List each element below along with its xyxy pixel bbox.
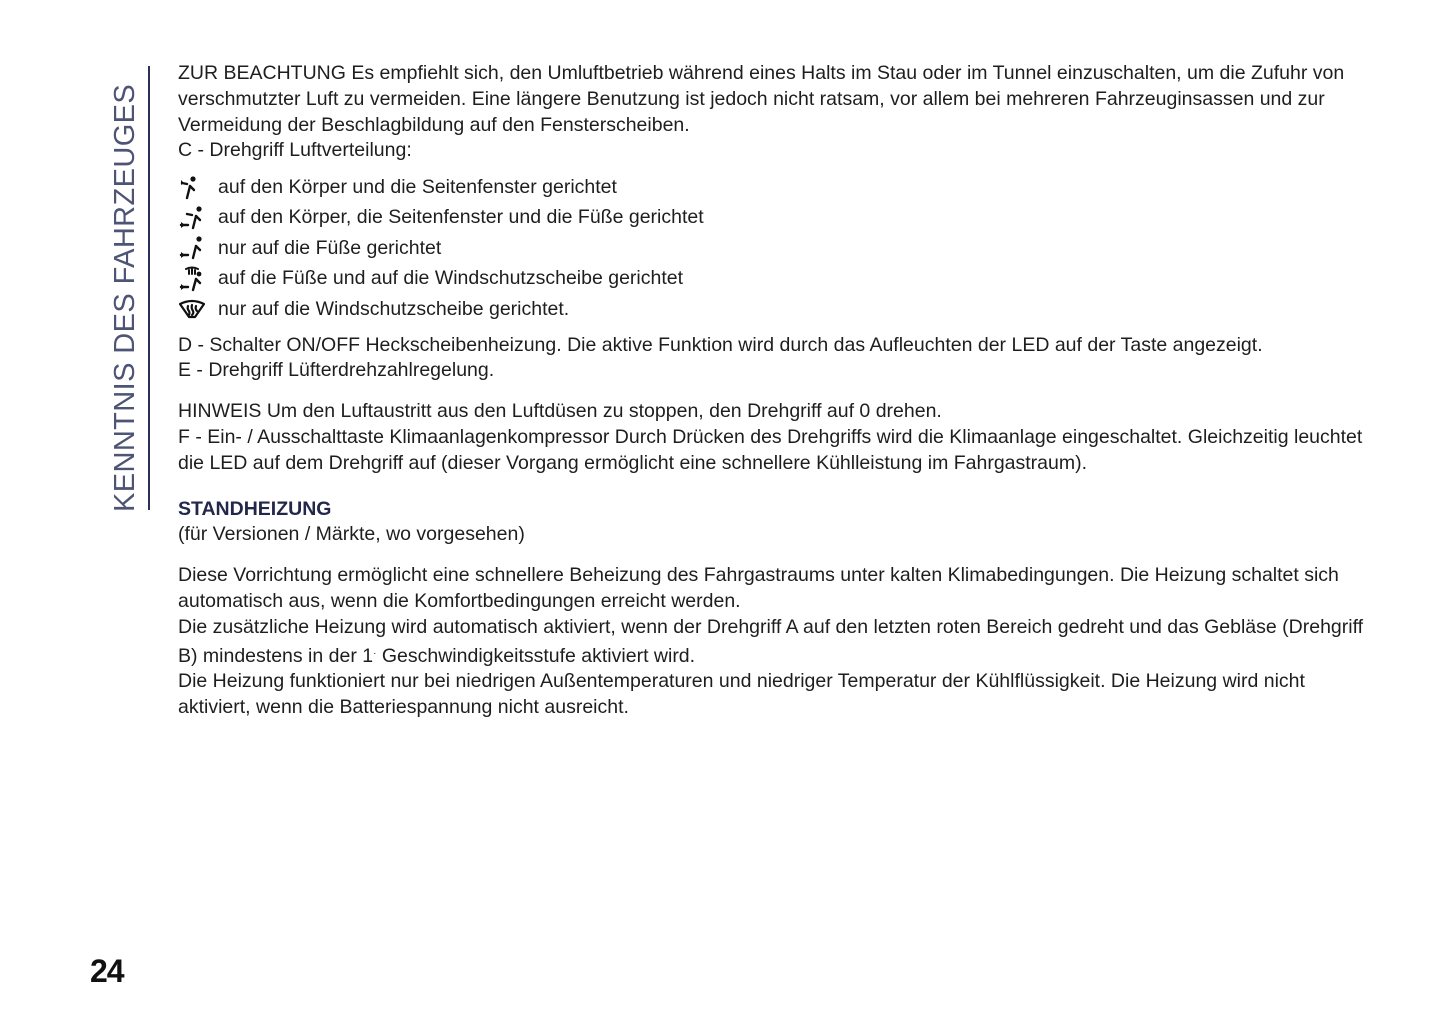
list-item (178, 233, 1373, 264)
air-distribution-text: auf den Körper, die Seitenfenster und die Füße gerichtet (218, 206, 704, 229)
list-item (178, 203, 1373, 234)
item-e-text: E - Drehgriff Lüfterdrehzahlregelung. (178, 359, 495, 382)
paragraph-2-end: Geschwindigkeitsstufe aktiviert wird. (376, 644, 696, 667)
list-item (178, 294, 1373, 325)
air-distribution-text: auf den Körper und die Seitenfenster gerichtet (218, 175, 617, 198)
air-distribution-list (178, 172, 1373, 325)
airflow-feet-windscreen-icon (178, 265, 218, 293)
section-divider (148, 66, 150, 510)
standheizung-paragraph-2 (178, 615, 1373, 670)
page-number: 24 (90, 953, 124, 989)
standheizung-paragraph-3: Die Heizung funktioniert nur bei niedrigen Außentemperaturen und niedriger Temperatur der Kühlflüssigkeit. Die Heizung wird nicht aktiviert, wenn die Batteriespannung nicht ausreicht. (178, 670, 1305, 719)
air-distribution-text: nur auf die Füße gerichtet (218, 236, 442, 259)
air-distribution-text: nur auf die Windschutzscheibe gerichtet. (218, 297, 570, 320)
section-title-vertical (103, 60, 147, 512)
airflow-body-windows-icon (178, 173, 218, 201)
airflow-body-windows-feet-icon (178, 204, 218, 232)
note-paragraph: HINWEIS Um den Luftaustritt aus den Luftdüsen zu stoppen, den Drehgriff auf 0 drehen. (178, 400, 942, 423)
list-item (178, 264, 1373, 295)
caution-paragraph: ZUR BEACHTUNG Es empfiehlt sich, den Umluftbetrieb während eines Halts im Stau oder im Tunnel einzuschalten, um die Zufuhr von verschmutzter Luft zu vermeiden. Eine längere Benutzung ist jedoch nicht ratsam, vor allem bei mehreren Fahrzeuginsassen und zur Vermeidung der Beschlagbildung auf den Fensterscheiben. (178, 62, 1345, 136)
section-title-text: KENNTNIS DES FAHRZEUGES (109, 83, 141, 512)
windscreen-defrost-icon (178, 295, 218, 323)
paragraph-2-start: Die zusätzliche Heizung wird automatisch aktiviert, wenn der Drehgriff A auf den letzten roten Bereich gedreht und das Gebläse (Drehgriff B) mindestens in der 1 (178, 615, 1364, 667)
list-item (178, 172, 1373, 203)
air-distribution-text: auf die Füße und auf die Windschutzscheibe gerichtet (218, 267, 684, 290)
item-f-text: F - Ein- / Ausschalttaste Klimaanlagenkompressor Durch Drücken des Drehgriffs wird die Klimaanlage eingeschaltet. Gleichzeitig leuchtet die LED auf dem Drehgriff auf (dieser Vorgang ermöglicht eine schnellere Kühlleistung im Fahrgastraum). (178, 426, 1363, 474)
ordinal-mark: · (373, 647, 377, 659)
standheizung-paragraph-1: Diese Vorrichtung ermöglicht eine schnellere Beheizung des Fahrgastraums unter kalten Klimabedingungen. Die Heizung schaltet sich automatisch aus, wenn die Komfortbedingungen erreicht werden. (178, 564, 1339, 613)
section-heading-standheizung: STANDHEIZUNG (178, 497, 332, 520)
page-content (178, 61, 1373, 721)
section-subheading: (für Versionen / Märkte, wo vorgesehen) (178, 523, 525, 546)
airflow-feet-icon (178, 234, 218, 262)
item-c-label: C - Drehgriff Luftverteilung: (178, 139, 412, 162)
item-d-text: D - Schalter ON/OFF Heckscheibenheizung. Die aktive Funktion wird durch das Aufleuchten der LED auf der Taste angezeigt. (178, 333, 1263, 356)
